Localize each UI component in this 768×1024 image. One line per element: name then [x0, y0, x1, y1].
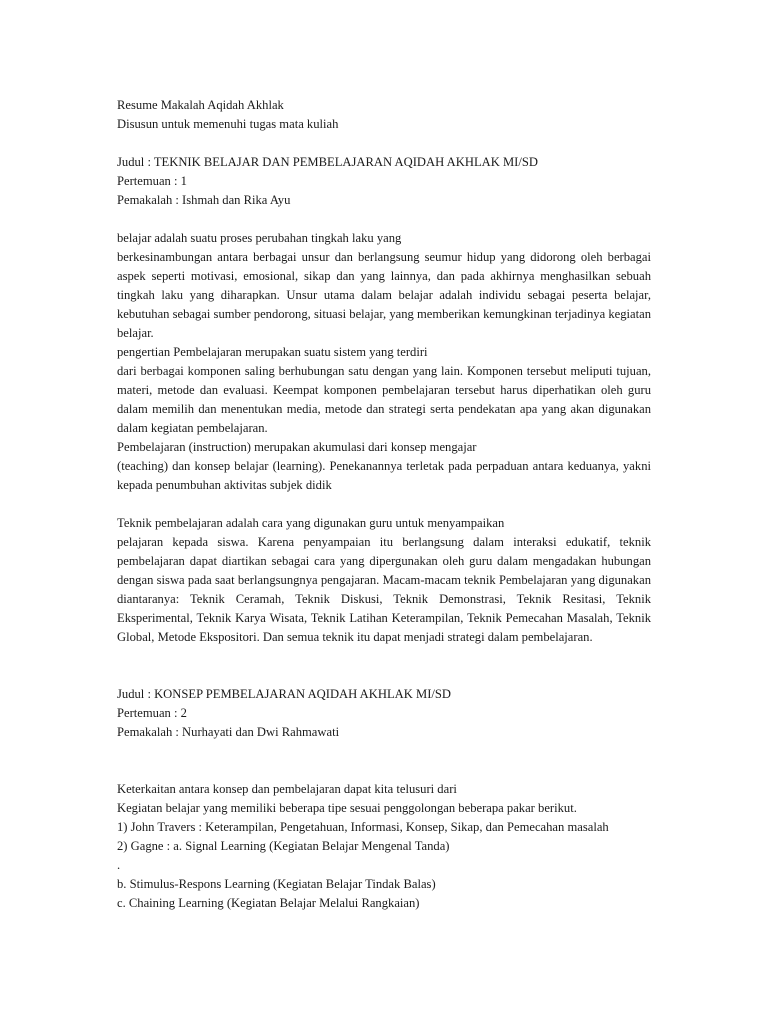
spacer	[117, 495, 651, 514]
section2-line-john-travers: 1) John Travers : Keterampilan, Pengetahuan, Informasi, Konsep, Sikap, dan Pemecahan masalah	[117, 820, 609, 834]
paragraph-pembelajaran-lead: pengertian Pembelajaran merupakan suatu sistem yang terdiri	[117, 345, 428, 359]
paragraph-instruction: (teaching) dan konsep belajar (learning). Penekanannya terletak pada perpaduan antara keduanya, yakni kepada penumbuhan aktivitas subjek didik	[117, 459, 651, 492]
spacer	[117, 134, 651, 153]
section1-judul: Judul : TEKNIK BELAJAR DAN PEMBELAJARAN AQIDAH AKHLAK MI/SD	[117, 155, 538, 169]
paragraph-belajar: berkesinambungan antara berbagai unsur dan berlangsung seumur hidup yang didorong oleh berbagai aspek seperti motivasi, emosional, sikap dan yang lainnya, dan pada akhirnya menghasilkan sebuah tingkah laku yang diharapkan. Unsur utama dalam belajar adalah individu sebagai peserta belajar, kebutuhan sebagai sumber pendorong, situasi belajar, yang memberikan kemungkinan terjadinya kegiatan belajar.	[117, 250, 651, 340]
section2-line-gagne: 2) Gagne : a. Signal Learning (Kegiatan Belajar Mengenal Tanda)	[117, 839, 450, 853]
section2-line-stimulus: b. Stimulus-Respons Learning (Kegiatan Belajar Tindak Balas)	[117, 877, 436, 891]
section2-line-keterkaitan: Keterkaitan antara konsep dan pembelajaran dapat kita telusuri dari	[117, 782, 457, 796]
paragraph-teknik-lead: Teknik pembelajaran adalah cara yang digunakan guru untuk menyampaikan	[117, 516, 505, 530]
section2-line-chaining: c. Chaining Learning (Kegiatan Belajar Melalui Rangkaian)	[117, 896, 420, 910]
section2-line-kegiatan: Kegiatan belajar yang memiliki beberapa tipe sesuai penggolongan beberapa pakar berikut.	[117, 801, 577, 815]
section1-pemakalah: Pemakalah : Ishmah dan Rika Ayu	[117, 193, 291, 207]
paragraph-belajar-lead: belajar adalah suatu proses perubahan tingkah laku yang	[117, 231, 402, 245]
section1-pertemuan: Pertemuan : 1	[117, 174, 187, 188]
paragraph-pembelajaran: dari berbagai komponen saling berhubungan satu dengan yang lain. Komponen tersebut meliputi tujuan, materi, metode dan evaluasi. Keempat komponen pembelajaran tersebut harus diperhatikan oleh guru dalam memilih dan menentukan media, metode dan strategi serta pendekatan apa yang akan digunakan dalam kegiatan pembelajaran.	[117, 364, 651, 435]
section2-line-dot: .	[117, 858, 121, 872]
spacer	[117, 210, 651, 229]
paragraph-instruction-lead: Pembelajaran (instruction) merupakan akumulasi dari konsep mengajar	[117, 440, 477, 454]
section2-pemakalah: Pemakalah : Nurhayati dan Dwi Rahmawati	[117, 725, 340, 739]
section2-pertemuan: Pertemuan : 2	[117, 706, 187, 720]
spacer	[117, 742, 651, 780]
document-subtitle: Disusun untuk memenuhi tugas mata kuliah	[117, 117, 339, 131]
document-title: Resume Makalah Aqidah Akhlak	[117, 98, 284, 112]
document-page	[117, 96, 651, 913]
spacer	[117, 647, 651, 685]
paragraph-teknik: pelajaran kepada siswa. Karena penyampaian itu berlangsung dalam interaksi edukatif, teknik pembelajaran dapat diartikan sebagai cara yang dipergunakan oleh guru dalam mengadakan hubungan dengan siswa pada saat berlangsungnya pengajaran. Macam-macam teknik Pembelajaran yang digunakan diantaranya: Teknik Ceramah, Teknik Diskusi, Teknik Demonstrasi, Teknik Resitasi, Teknik Eksperimental, Teknik Karya Wisata, Teknik Latihan Keterampilan, Teknik Pemecahan Masalah, Teknik Global, Metode Ekspositori. Dan semua teknik itu dapat menjadi strategi dalam pembelajaran.	[117, 535, 651, 644]
section2-judul: Judul : KONSEP PEMBELAJARAN AQIDAH AKHLAK MI/SD	[117, 687, 451, 701]
